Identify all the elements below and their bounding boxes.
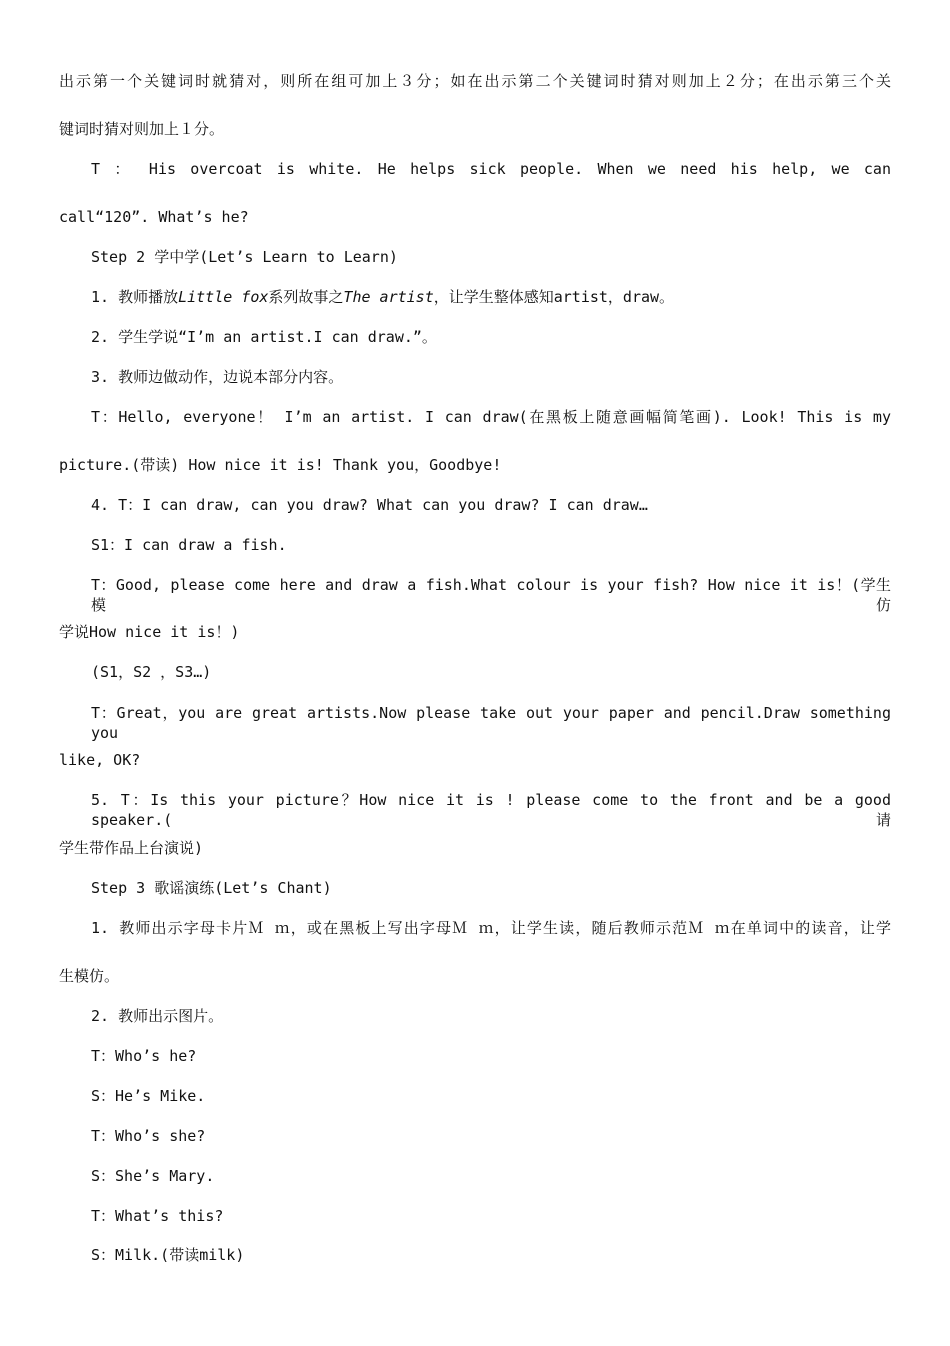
- list-item: 2. 学生学说“I’m an artist.I can draw.”。: [91, 328, 437, 346]
- story-series-title: Little fox: [178, 288, 269, 306]
- dialogue-line: T：Good, please come here and draw a fish.What colour is your fish? How nice it is！(学生模仿: [91, 576, 891, 614]
- list-item-text: 系列故事之: [268, 288, 344, 306]
- dialogue-line: S：He’s Mike.: [91, 1087, 206, 1105]
- list-item-text: 1. 教师播放: [91, 288, 179, 306]
- dialogue-line: like, OK?: [59, 751, 141, 769]
- list-item: 2. 教师出示图片。: [91, 1007, 224, 1025]
- dialogue-line: (S1，S2 ，S3…): [91, 663, 212, 681]
- list-item: 4. T：I can draw, can you draw? What can you draw? I can draw…: [91, 496, 648, 514]
- dialogue-line: picture.(带读) How nice it is! Thank you，Goodbye!: [59, 456, 502, 474]
- step-heading: Step 2 学中学(Let’s Learn to Learn): [91, 248, 398, 266]
- story-title: The artist: [343, 288, 434, 306]
- list-item: 生模仿。: [59, 967, 120, 985]
- dialogue-line: T：Hello, everyone！ I’m an artist. I can draw(在黑板上随意画幅简笔画). Look! This is my: [91, 408, 891, 426]
- paragraph-line: 出示第一个关键词时就猜对，则所在组可加上３分；如在出示第二个关键词时猜对则加上２分；在出示第三个关: [59, 72, 891, 90]
- list-item: 学生带作品上台演说): [59, 839, 204, 857]
- dialogue-line: T：Who’s she?: [91, 1127, 206, 1145]
- dialogue-line: T：Who’s he?: [91, 1047, 197, 1065]
- list-item: 5. T：Is this your picture？How nice it is ! please come to the front and be a good speaker.(请: [91, 791, 891, 829]
- dialogue-line: S：She’s Mary.: [91, 1167, 215, 1185]
- list-item-text: ，让学生整体感知artist，draw。: [433, 288, 675, 306]
- list-item: [91, 287, 674, 307]
- list-item: 1. 教师出示字母卡片Ｍ ｍ，或在黑板上写出字母Ｍ ｍ，让学生读，随后教师示范Ｍ ｍ在单词中的读音，让学: [91, 919, 891, 937]
- dialogue-line: S1：I can draw a fish.: [91, 536, 287, 554]
- list-item: 3. 教师边做动作，边说本部分内容。: [91, 368, 344, 386]
- dialogue-line: T ： His overcoat is white. He helps sick people. When we need his help, we can: [91, 160, 891, 178]
- dialogue-line: T：What’s this?: [91, 1207, 224, 1225]
- step-heading: Step 3 歌谣演练(Let’s Chant): [91, 879, 332, 897]
- dialogue-line: T：Great，you are great artists.Now please take out your paper and pencil.Draw something you: [91, 704, 891, 742]
- dialogue-line: 学说How nice it is！): [59, 623, 240, 641]
- dialogue-line: S：Milk.(带读milk): [91, 1246, 245, 1264]
- paragraph-line: 键词时猜对则加上１分。: [59, 120, 225, 138]
- dialogue-line: call“120”. What’s he?: [59, 208, 249, 226]
